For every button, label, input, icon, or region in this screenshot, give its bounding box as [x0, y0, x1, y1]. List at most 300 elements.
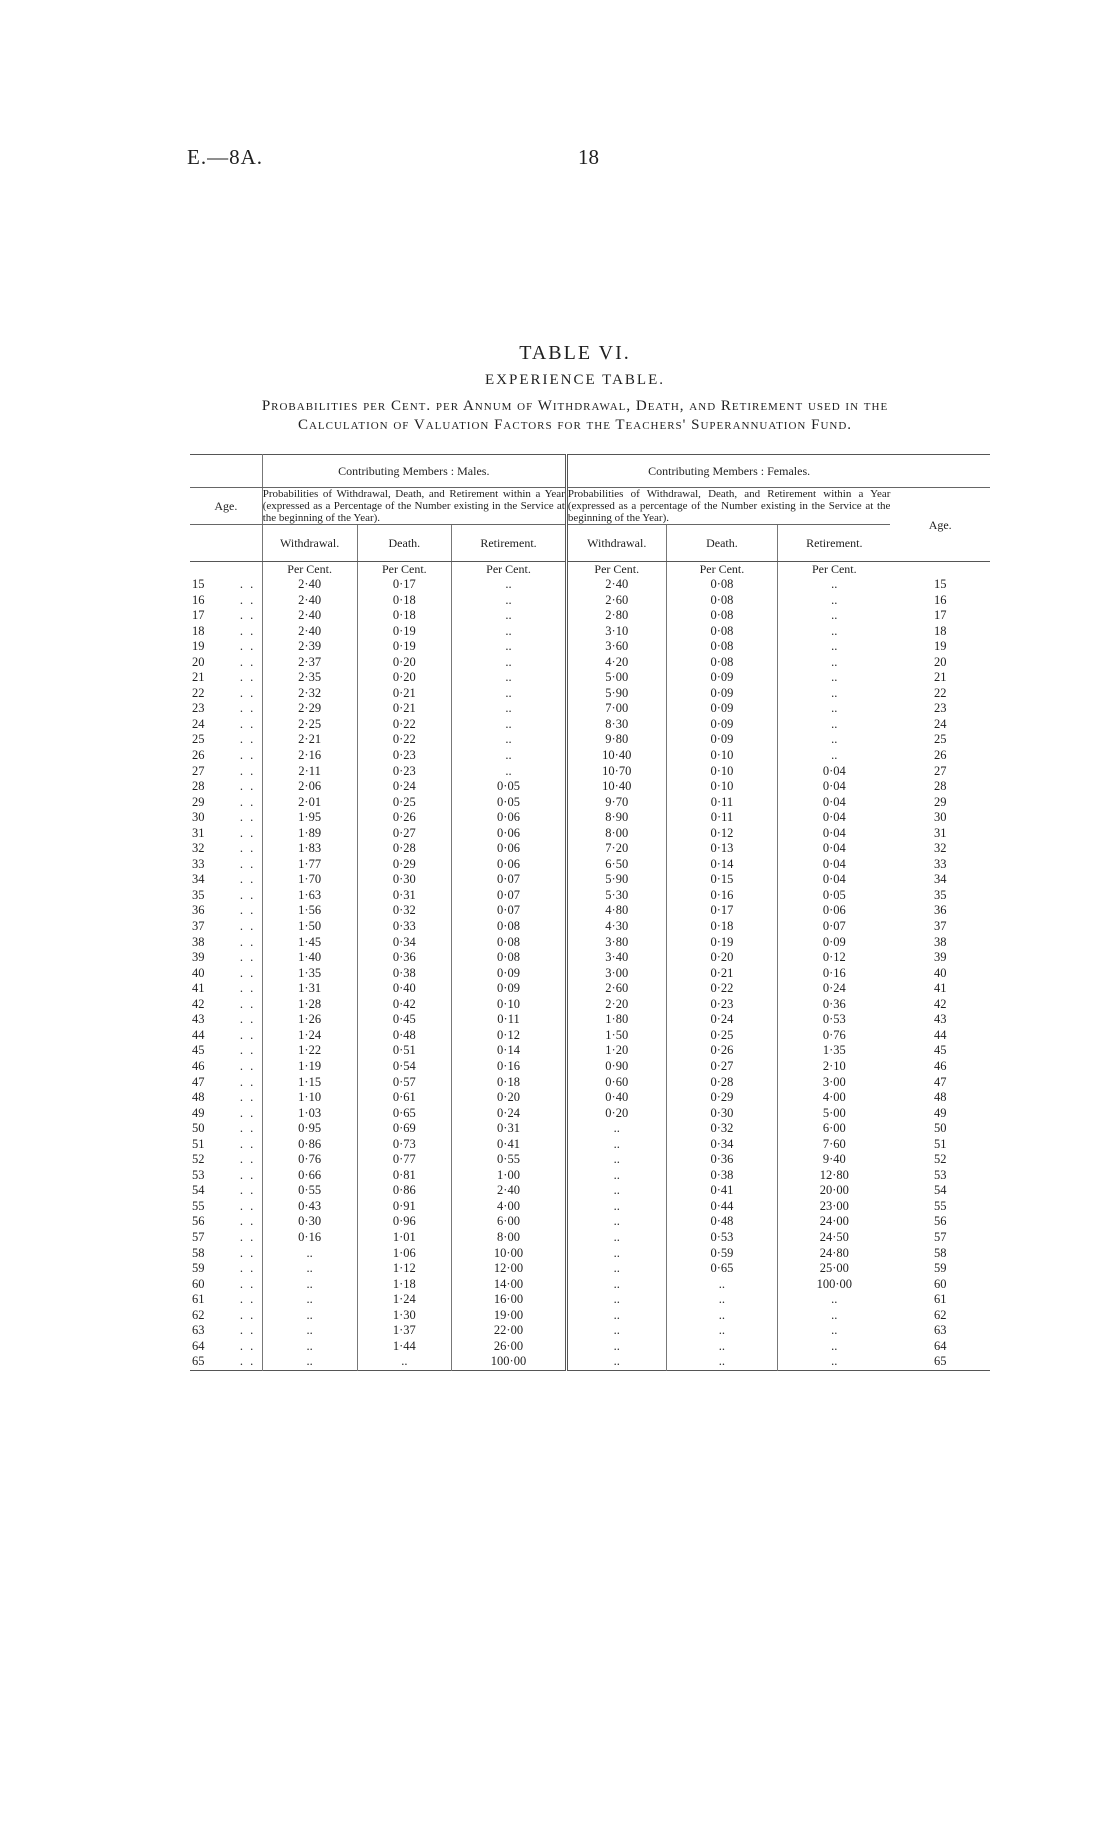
females-death-cell: 0·08 [666, 577, 778, 593]
females-death-cell: 0·09 [666, 701, 778, 717]
table-row [190, 655, 990, 671]
males-retirement-cell: .. [452, 764, 567, 780]
dots: . . [239, 1074, 256, 1089]
age-cell-right: 23 [933, 701, 947, 716]
dots: . . [239, 1307, 256, 1322]
age-cell: 42 [192, 996, 205, 1011]
males-withdrawal-cell: 0·16 [262, 1230, 357, 1246]
table-row [190, 857, 990, 873]
females-death-cell: 0·32 [666, 1121, 778, 1137]
age-cell: 41 [192, 981, 205, 996]
females-retirement-cell: 24·00 [778, 1214, 891, 1230]
females-withdrawal-cell: .. [566, 1121, 666, 1137]
table-row [190, 1043, 990, 1059]
age-cell: 56 [192, 1214, 205, 1229]
females-group-header: Contributing Members : Females. [566, 455, 890, 488]
males-retirement-cell: 0·31 [452, 1121, 567, 1137]
females-retirement-cell: .. [778, 577, 891, 593]
age-cell: 53 [192, 1167, 205, 1182]
males-death-cell: 0·96 [357, 1214, 452, 1230]
males-retirement-cell: 4·00 [452, 1199, 567, 1215]
females-withdrawal-cell: 2·40 [566, 577, 666, 593]
males-death-cell: 1·30 [357, 1308, 452, 1324]
males-death-cell: 0·29 [357, 857, 452, 873]
table-subtitle: EXPERIENCE TABLE. [484, 372, 665, 388]
age-cell-right: 53 [933, 1167, 947, 1182]
age-cell: 35 [192, 887, 205, 902]
table-row [190, 903, 990, 919]
age-cell-right: 16 [933, 592, 947, 607]
males-retirement-cell: .. [452, 717, 567, 733]
table-row [190, 748, 990, 764]
females-description: Probabilities of Withdrawal, Death, and Retirement within a Year (expressed as a percentage of the Number existing in the Service at the beginning of the Year). [567, 488, 891, 524]
table-row [190, 624, 990, 640]
females-retirement-cell: 0·04 [778, 872, 891, 888]
caption-line-2: Calculation of Valuation Factors for the Teachers' Superannuation Fund. [297, 417, 853, 433]
table-row [190, 1152, 990, 1168]
females-withdrawal-cell: 3·00 [566, 966, 666, 982]
males-retirement-cell: 2·40 [452, 1183, 567, 1199]
females-death-cell: 0·12 [666, 826, 778, 842]
dots: . . [239, 919, 256, 934]
males-withdrawal-cell: 1·22 [262, 1043, 357, 1059]
males-withdrawal-cell: 1·26 [262, 1012, 357, 1028]
females-withdrawal-cell: .. [566, 1152, 666, 1168]
age-cell-right: 58 [933, 1245, 947, 1260]
age-cell-right: 17 [933, 608, 947, 623]
males-withdrawal-cell: .. [262, 1323, 357, 1339]
age-cell-right: 19 [933, 639, 947, 654]
females-retirement-cell: 0·16 [778, 966, 891, 982]
males-withdrawal-cell: 1·56 [262, 903, 357, 919]
females-retirement-cell: 0·05 [778, 888, 891, 904]
age-cell-right: 37 [933, 919, 947, 934]
table-row [190, 1246, 990, 1262]
table-row [190, 1230, 990, 1246]
females-withdrawal-cell: 2·80 [566, 608, 666, 624]
females-withdrawal-cell: 10·70 [566, 764, 666, 780]
age-cell-right: 45 [933, 1043, 947, 1058]
age-cell-right: 55 [933, 1198, 947, 1213]
age-cell-right: 41 [933, 981, 947, 996]
males-death-cell: 1·24 [357, 1292, 452, 1308]
age-cell: 32 [192, 841, 205, 856]
females-withdrawal-cell: .. [566, 1261, 666, 1277]
males-withdrawal-cell: 1·35 [262, 966, 357, 982]
table-row [190, 872, 990, 888]
females-retirement-cell: .. [778, 593, 891, 609]
dots: . . [239, 1214, 256, 1229]
males-death-cell: 0·65 [357, 1106, 452, 1122]
males-retirement-cell: .. [452, 577, 567, 593]
males-death-cell: 0·81 [357, 1168, 452, 1184]
females-death-cell: 0·38 [666, 1168, 778, 1184]
age-cell: 62 [192, 1307, 205, 1322]
females-retirement-cell: 0·04 [778, 841, 891, 857]
dots: . . [239, 639, 256, 654]
males-death-cell: 0·18 [357, 608, 452, 624]
females-withdrawal-cell: 0·40 [566, 1090, 666, 1106]
age-cell-right: 43 [933, 1012, 947, 1027]
males-withdrawal-cell: 2·16 [262, 748, 357, 764]
males-death-cell: 0·23 [357, 748, 452, 764]
females-retirement-cell: .. [778, 1292, 891, 1308]
females-withdrawal-cell: 7·20 [566, 841, 666, 857]
age-header-right: Age. [890, 488, 990, 562]
females-death-cell: 0·59 [666, 1246, 778, 1262]
females-retirement-cell: .. [778, 1323, 891, 1339]
males-retirement-cell: 0·09 [452, 981, 567, 997]
age-cell: 28 [192, 779, 205, 794]
males-death-cell: 0·18 [357, 593, 452, 609]
age-cell: 59 [192, 1261, 205, 1276]
males-retirement-cell: 0·10 [452, 997, 567, 1013]
males-death-cell: 0·61 [357, 1090, 452, 1106]
males-withdrawal-cell: 2·01 [262, 795, 357, 811]
males-retirement-cell: 12·00 [452, 1261, 567, 1277]
males-withdrawal-cell: 2·35 [262, 670, 357, 686]
age-cell-right: 18 [933, 623, 947, 638]
age-cell-right: 36 [933, 903, 947, 918]
males-retirement-cell: 0·16 [452, 1059, 567, 1075]
table-row [190, 593, 990, 609]
females-death-cell: 0·28 [666, 1075, 778, 1091]
dots: . . [239, 1276, 256, 1291]
age-cell: 21 [192, 670, 205, 685]
males-withdrawal-cell: 1·45 [262, 935, 357, 951]
age-cell-right: 64 [933, 1338, 947, 1353]
males-withdrawal-cell: 1·28 [262, 997, 357, 1013]
males-death-cell: 0·54 [357, 1059, 452, 1075]
females-retirement-cell: .. [778, 748, 891, 764]
females-death-cell: 0·23 [666, 997, 778, 1013]
males-withdrawal-cell: 1·50 [262, 919, 357, 935]
females-death-cell: 0·16 [666, 888, 778, 904]
age-cell-right: 39 [933, 950, 947, 965]
males-withdrawal-cell: 0·76 [262, 1152, 357, 1168]
females-death-cell: 0·24 [666, 1012, 778, 1028]
table-row [190, 1137, 990, 1153]
females-withdrawal-cell: 10·40 [566, 779, 666, 795]
males-death-cell: 0·36 [357, 950, 452, 966]
females-withdrawal-cell: 9·80 [566, 732, 666, 748]
table-row [190, 935, 990, 951]
age-cell: 31 [192, 825, 205, 840]
age-cell-right: 54 [933, 1183, 947, 1198]
females-retirement-cell: 0·53 [778, 1012, 891, 1028]
females-death-cell: 0·17 [666, 903, 778, 919]
females-death-cell: 0·09 [666, 686, 778, 702]
age-cell-right: 21 [933, 670, 947, 685]
males-retirement-cell: 0·05 [452, 779, 567, 795]
age-cell-right: 31 [933, 825, 947, 840]
females-withdrawal-cell: .. [566, 1246, 666, 1262]
females-retirement-cell: 0·04 [778, 857, 891, 873]
males-retirement-cell: 0·11 [452, 1012, 567, 1028]
females-death-cell: 0·36 [666, 1152, 778, 1168]
females-withdrawal-cell: .. [566, 1308, 666, 1324]
table-row [190, 1168, 990, 1184]
age-cell: 36 [192, 903, 205, 918]
males-death-cell: 0·25 [357, 795, 452, 811]
males-withdrawal-cell: 1·63 [262, 888, 357, 904]
age-cell: 19 [192, 639, 205, 654]
age-cell-right: 44 [933, 1027, 947, 1042]
table-row [190, 701, 990, 717]
males-death-cell: 0·30 [357, 872, 452, 888]
dots: . . [239, 1338, 256, 1353]
females-death-cell: .. [666, 1339, 778, 1355]
age-cell: 44 [192, 1027, 205, 1042]
dots: . . [239, 1167, 256, 1182]
males-death-cell: 0·19 [357, 624, 452, 640]
females-withdrawal-header: Withdrawal. [566, 525, 666, 562]
dots: . . [239, 810, 256, 825]
table-row [190, 919, 990, 935]
males-death-cell: 0·38 [357, 966, 452, 982]
age-col-spacer [190, 525, 262, 562]
females-retirement-cell: 24·50 [778, 1230, 891, 1246]
males-retirement-cell: 0·07 [452, 903, 567, 919]
table-row [190, 1028, 990, 1044]
dots: . . [239, 654, 256, 669]
females-retirement-cell: 0·07 [778, 919, 891, 935]
females-death-cell: 0·09 [666, 670, 778, 686]
age-cell-right: 46 [933, 1058, 947, 1073]
females-death-cell: 0·19 [666, 935, 778, 951]
females-withdrawal-cell: 0·60 [566, 1075, 666, 1091]
males-death-cell: 0·33 [357, 919, 452, 935]
males-retirement-cell: .. [452, 639, 567, 655]
males-withdrawal-cell: .. [262, 1339, 357, 1355]
females-death-cell: 0·08 [666, 639, 778, 655]
age-right-spacer [890, 455, 990, 488]
males-retirement-cell: .. [452, 748, 567, 764]
females-death-cell: 0·09 [666, 717, 778, 733]
age-cell: 20 [192, 654, 205, 669]
females-retirement-cell: 0·76 [778, 1028, 891, 1044]
females-retirement-cell: 23·00 [778, 1199, 891, 1215]
females-retirement-cell: 100·00 [778, 1277, 891, 1293]
dots: . . [239, 856, 256, 871]
table-row [190, 1183, 990, 1199]
males-withdrawal-cell: 1·70 [262, 872, 357, 888]
dots: . . [239, 1090, 256, 1105]
males-withdrawal-cell: .. [262, 1292, 357, 1308]
table-row [190, 639, 990, 655]
age-cell: 30 [192, 810, 205, 825]
females-withdrawal-cell: .. [566, 1354, 666, 1370]
table-body [190, 577, 990, 1370]
males-retirement-cell: 8·00 [452, 1230, 567, 1246]
age-cell-right: 22 [933, 685, 947, 700]
females-death-cell: 0·65 [666, 1261, 778, 1277]
females-retirement-cell: 4·00 [778, 1090, 891, 1106]
males-death-cell: 1·12 [357, 1261, 452, 1277]
age-head-spacer [190, 455, 262, 488]
males-death-cell: 0·42 [357, 997, 452, 1013]
table-row [190, 1277, 990, 1293]
males-death-cell: .. [357, 1354, 452, 1370]
dots: . . [239, 685, 256, 700]
table-row [190, 1199, 990, 1215]
unit-label: Per Cent. [666, 562, 778, 578]
age-cell: 63 [192, 1323, 205, 1338]
dots: . . [239, 1229, 256, 1244]
females-death-cell: .. [666, 1292, 778, 1308]
age-cell-right: 28 [933, 779, 947, 794]
females-retirement-cell: .. [778, 1354, 891, 1370]
males-withdrawal-cell: 0·30 [262, 1214, 357, 1230]
age-cell-right: 32 [933, 841, 947, 856]
males-death-cell: 0·20 [357, 670, 452, 686]
males-retirement-cell: .. [452, 686, 567, 702]
age-cell: 51 [192, 1136, 205, 1151]
age-cell: 61 [192, 1292, 205, 1307]
unit-label: Per Cent. [262, 562, 357, 578]
males-death-cell: 1·18 [357, 1277, 452, 1293]
females-withdrawal-cell: .. [566, 1339, 666, 1355]
males-retirement-cell: 0·06 [452, 857, 567, 873]
females-retirement-cell: 0·12 [778, 950, 891, 966]
dots: . . [239, 1261, 256, 1276]
females-retirement-cell: .. [778, 639, 891, 655]
females-withdrawal-cell: 0·20 [566, 1106, 666, 1122]
females-retirement-cell: 0·06 [778, 903, 891, 919]
age-cell-right: 50 [933, 1121, 947, 1136]
females-withdrawal-cell: 3·10 [566, 624, 666, 640]
table-row [190, 950, 990, 966]
age-cell: 55 [192, 1198, 205, 1213]
females-retirement-cell: 1·35 [778, 1043, 891, 1059]
age-cell: 34 [192, 872, 205, 887]
males-retirement-cell: 0·24 [452, 1106, 567, 1122]
females-death-cell: 0·18 [666, 919, 778, 935]
age-cell: 33 [192, 856, 205, 871]
males-death-cell: 0·27 [357, 826, 452, 842]
dots: . . [239, 732, 256, 747]
males-withdrawal-cell: 1·24 [262, 1028, 357, 1044]
table-row [190, 981, 990, 997]
age-cell: 37 [192, 919, 205, 934]
females-withdrawal-cell: 2·20 [566, 997, 666, 1013]
unit-label: Per Cent. [452, 562, 567, 578]
age-cell: 18 [192, 623, 205, 638]
males-death-cell: 0·69 [357, 1121, 452, 1137]
males-death-cell: 0·21 [357, 686, 452, 702]
age-cell-right: 49 [933, 1105, 947, 1120]
males-withdrawal-cell: .. [262, 1246, 357, 1262]
females-death-cell: 0·10 [666, 748, 778, 764]
males-retirement-cell: 0·18 [452, 1075, 567, 1091]
age-cell-right: 52 [933, 1152, 947, 1167]
females-withdrawal-cell: 8·90 [566, 810, 666, 826]
females-withdrawal-cell: 9·70 [566, 795, 666, 811]
table-row [190, 732, 990, 748]
age-cell: 52 [192, 1152, 205, 1167]
table-row [190, 997, 990, 1013]
dots: . . [239, 794, 256, 809]
age-cell-right: 65 [933, 1354, 947, 1369]
males-withdrawal-cell: .. [262, 1354, 357, 1370]
table-row [190, 1261, 990, 1277]
dots: . . [239, 1354, 256, 1369]
age-cell: 40 [192, 965, 205, 980]
females-death-cell: 0·22 [666, 981, 778, 997]
females-withdrawal-cell: .. [566, 1183, 666, 1199]
age-cell-right: 35 [933, 887, 947, 902]
males-retirement-cell: 22·00 [452, 1323, 567, 1339]
age-cell-right: 42 [933, 996, 947, 1011]
males-retirement-cell: 0·41 [452, 1137, 567, 1153]
females-withdrawal-cell: 3·80 [566, 935, 666, 951]
females-retirement-cell: 0·04 [778, 810, 891, 826]
age-cell-right: 63 [933, 1323, 947, 1338]
males-retirement-cell: 0·08 [452, 950, 567, 966]
females-withdrawal-cell: 3·40 [566, 950, 666, 966]
age-cell-right: 48 [933, 1090, 947, 1105]
table-row [190, 795, 990, 811]
table-row [190, 577, 990, 593]
table-row [190, 1292, 990, 1308]
table-row [190, 686, 990, 702]
females-withdrawal-cell: .. [566, 1214, 666, 1230]
age-cell: 17 [192, 608, 205, 623]
males-withdrawal-cell: 2·25 [262, 717, 357, 733]
females-retirement-cell: .. [778, 1308, 891, 1324]
dots: . . [239, 1121, 256, 1136]
females-retirement-cell: .. [778, 686, 891, 702]
females-withdrawal-cell: .. [566, 1230, 666, 1246]
females-withdrawal-cell: .. [566, 1137, 666, 1153]
females-retirement-cell: .. [778, 655, 891, 671]
males-death-cell: 0·77 [357, 1152, 452, 1168]
males-retirement-cell: 0·07 [452, 872, 567, 888]
females-retirement-cell: 12·80 [778, 1168, 891, 1184]
age-cell-right: 59 [933, 1261, 947, 1276]
age-cell-right: 27 [933, 763, 947, 778]
females-retirement-cell: .. [778, 624, 891, 640]
males-retirement-cell: .. [452, 608, 567, 624]
females-death-cell: 0·34 [666, 1137, 778, 1153]
females-withdrawal-cell: 8·30 [566, 717, 666, 733]
males-withdrawal-cell: 2·40 [262, 624, 357, 640]
males-death-cell: 0·57 [357, 1075, 452, 1091]
males-retirement-cell: .. [452, 655, 567, 671]
females-retirement-cell: 0·04 [778, 764, 891, 780]
males-retirement-cell: 100·00 [452, 1354, 567, 1370]
males-withdrawal-cell: 2·06 [262, 779, 357, 795]
age-cell: 46 [192, 1058, 205, 1073]
males-death-cell: 0·28 [357, 841, 452, 857]
table-row [190, 1214, 990, 1230]
females-withdrawal-cell: 2·60 [566, 981, 666, 997]
females-withdrawal-cell: .. [566, 1323, 666, 1339]
males-withdrawal-cell: 2·39 [262, 639, 357, 655]
males-retirement-cell: 0·07 [452, 888, 567, 904]
table-row [190, 1323, 990, 1339]
table-row [190, 670, 990, 686]
age-cell: 24 [192, 716, 205, 731]
table-row [190, 888, 990, 904]
males-death-cell: 0·23 [357, 764, 452, 780]
males-retirement-cell: 1·00 [452, 1168, 567, 1184]
dots: . . [239, 701, 256, 716]
females-withdrawal-cell: 6·50 [566, 857, 666, 873]
dots: . . [239, 670, 256, 685]
males-death-cell: 0·22 [357, 717, 452, 733]
females-retirement-cell: 20·00 [778, 1183, 891, 1199]
